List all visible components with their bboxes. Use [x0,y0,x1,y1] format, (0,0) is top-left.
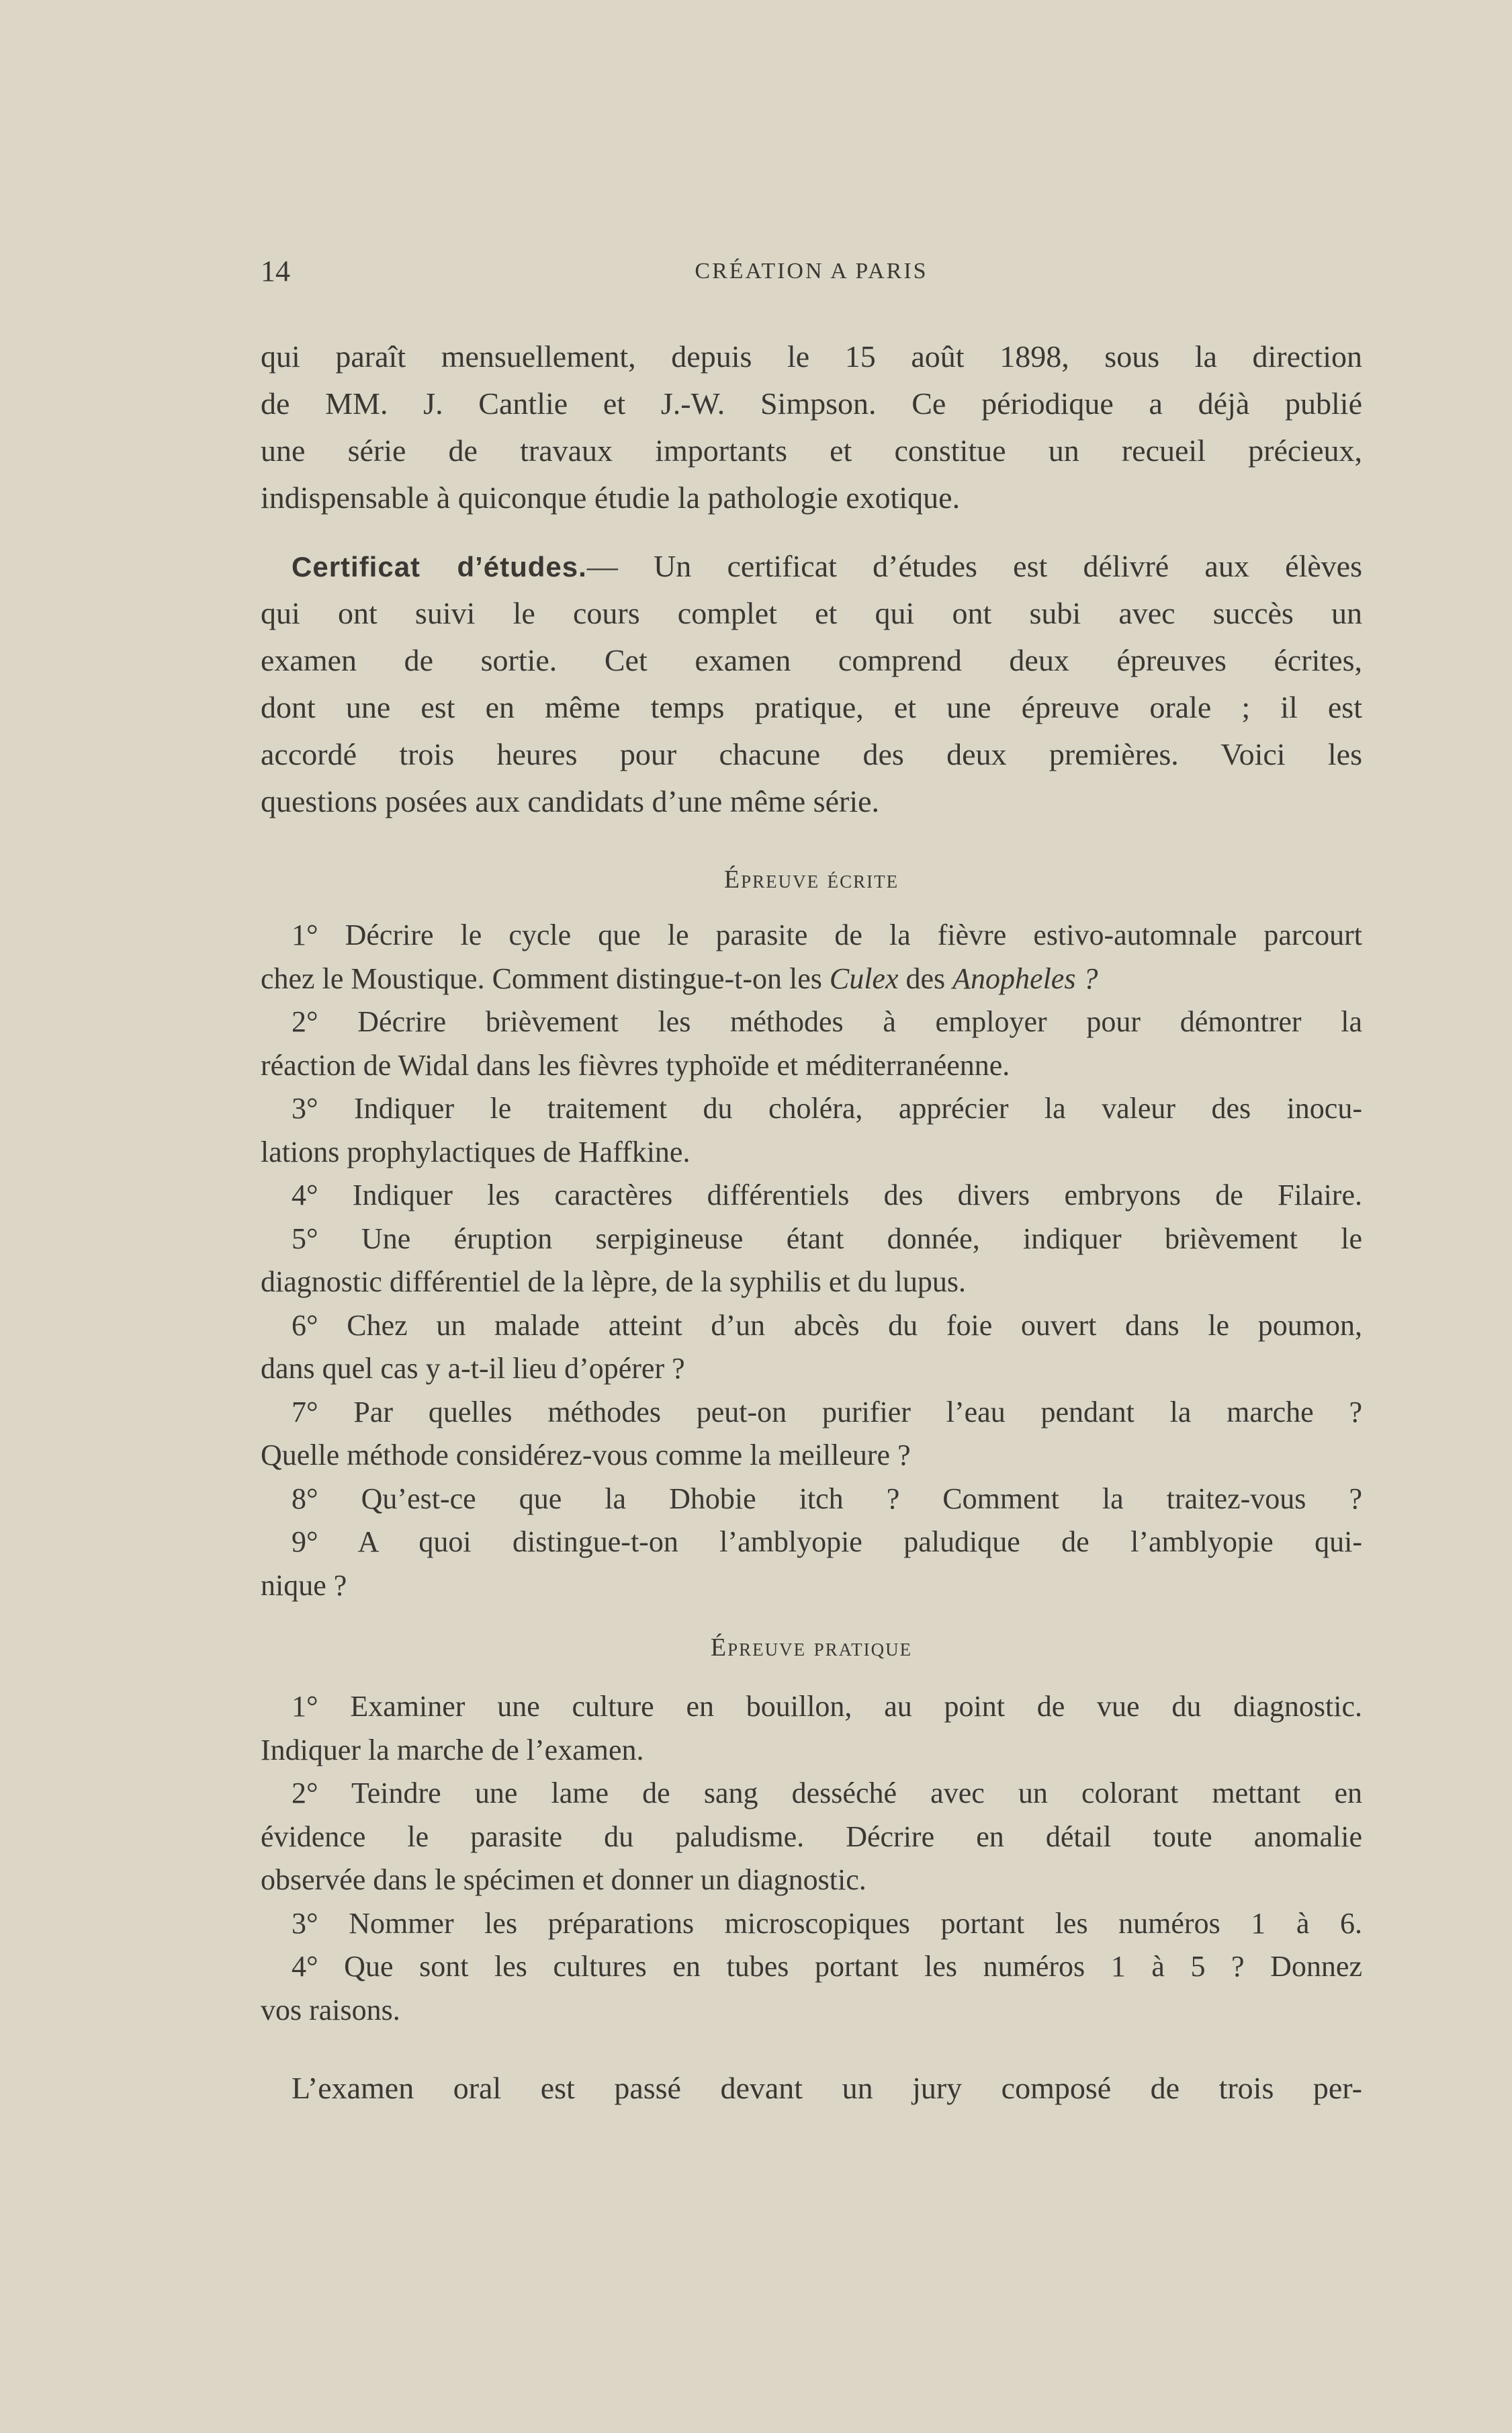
text-line: examen de sortie. Cet examen comprend deux épreuves écrites, [261,643,1362,677]
text-line: 1° Examiner une culture en bouillon, au point de vue du diagnostic. [292,1690,1362,1723]
text-line: dans quel cas y a-t-il lieu d’opérer ? [261,1352,685,1385]
text-line: vos raisons. [261,1993,400,2026]
text-line: Quelle méthode considérez-vous comme la meilleure ? [261,1439,911,1471]
text-line: 9° A quoi distingue-t-on l’amblyopie paludique de l’amblyopie qui- [292,1525,1362,1558]
text-line: 6° Chez un malade atteint d’un abcès du foie ouvert dans le poumon, [292,1308,1362,1342]
text-line: évidence le parasite du paludisme. Décrire en détail toute anomalie [261,1820,1362,1853]
text-line [261,957,1362,1001]
text-line: 7° Par quelles méthodes peut-on purifier l’eau pendant la marche ? [292,1395,1362,1428]
text-line [261,543,1362,590]
text-line: 3° Nommer les préparations microscopiques portant les numéros 1 à 6. [292,1906,1362,1940]
text-line: 3° Indiquer le traitement du choléra, apprécier la valeur des inocu- [292,1092,1362,1125]
italic-term: Culex [829,962,899,995]
run-in-heading: Certificat d’études. [292,551,587,583]
section-heading-epreuve-pratique: Épreuve pratique [710,1633,913,1662]
text-line: 5° Une éruption serpigineuse étant donnée, indiquer brièvement le [292,1222,1362,1255]
text-segment: des [898,962,953,995]
text-line: lations prophylactiques de Haffkine. [261,1135,691,1168]
text-line: 1° Décrire le cycle que le parasite de la fièvre estivo-automnale parcourt [292,919,1362,951]
section-heading-epreuve-ecrite: Épreuve écrite [723,865,899,894]
text-line: indispensable à quiconque étudie la pathologie exotique. [261,480,961,515]
text-line: observée dans le spécimen et donner un diagnostic. [261,1863,866,1896]
text-line: Indiquer la marche de l’examen. [261,1733,644,1766]
text-line: qui paraît mensuellement, depuis le 15 août 1898, sous la direction [261,339,1362,374]
questions-epreuve-ecrite [261,914,1362,1607]
text-line: dont une est en même temps pratique, et une épreuve orale ; il est [261,690,1362,724]
text-line: questions posées aux candidats d’une même série. [261,784,880,818]
text-line: 4° Indiquer les caractères différentiels des divers embryons de Filaire. [292,1179,1362,1211]
running-title: CRÉATION A PARIS [695,259,928,284]
paragraph-examen-oral [261,2065,1362,2112]
text-line: diagnostic différentiel de la lèpre, de la syphilis et du lupus. [261,1265,967,1298]
text-line: qui ont suivi le cours complet et qui ont subi avec succès un [261,596,1362,630]
text-line: réaction de Widal dans les fièvres typhoïde et méditerranéenne. [261,1048,1010,1082]
text-segment: — Un certificat d’études est délivré aux élèves [586,549,1362,583]
paragraph-journal [261,333,1362,521]
text-line: nique ? [261,1568,347,1602]
page-number: 14 [261,255,290,288]
text-line: 2° Décrire brièvement les méthodes à employer pour démontrer la [292,1005,1362,1038]
text-line: 4° Que sont les cultures en tubes portant les numéros 1 à 5 ? Donnez [292,1950,1362,1983]
text-line: L’examen oral est passé devant un jury composé de trois per- [292,2071,1362,2105]
running-header [261,251,1362,292]
text-segment: chez le Moustique. Comment distingue-t-on les [261,962,830,995]
questions-epreuve-pratique [261,1685,1362,2032]
paragraph-certificat [261,543,1362,825]
text-line: 2° Teindre une lame de sang desséché avec un colorant mettant en [292,1777,1362,1809]
text-line: accordé trois heures pour chacune des deux premières. Voici les [261,737,1362,771]
italic-term: Anopheles ? [952,962,1098,995]
text-line: 8° Qu’est-ce que la Dhobie itch ? Comment la traitez-vous ? [292,1482,1362,1515]
text-line: une série de travaux importants et constitue un recueil précieux, [261,433,1362,468]
text-line: de MM. J. Cantlie et J.-W. Simpson. Ce périodique a déjà publié [261,386,1362,421]
